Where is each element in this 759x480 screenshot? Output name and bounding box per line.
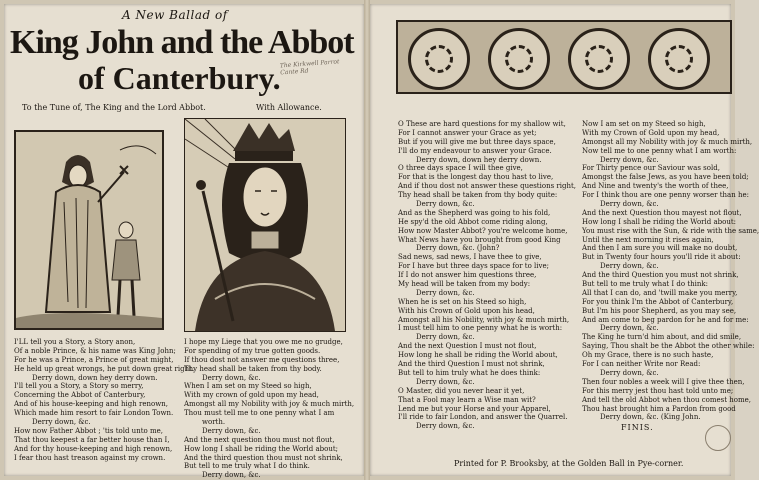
verse-line: For he was a Prince, a Prince of great might, <box>14 355 174 364</box>
verse-line: Amongst the false Jews, as you have been told; <box>582 173 749 182</box>
verse-line: Oh my Grace, there is no such haste, <box>582 351 714 360</box>
verse-line: I'LL tell you a Story, a Story anon, <box>14 338 136 346</box>
verse-line: worth. <box>202 418 226 427</box>
verse-line: O Master, did you never hear it yet, <box>398 386 525 395</box>
rosette-ornament <box>488 28 550 90</box>
verse-line: For I cannot answer your Grace as yet; <box>398 128 537 137</box>
ballad-title-line2: of Canterbury. <box>78 60 281 96</box>
verse-line: For I can neither Write nor Read: <box>582 360 701 369</box>
verse-line: Amongst all my Nobility with joy & much mirth, <box>582 137 753 146</box>
verse-line: Which made him resort to fair London Town. <box>14 409 174 418</box>
verse-line: Now I am set on my Steed so high, <box>582 120 706 128</box>
verse-line: How now Master Abbot? you're welcome home, <box>398 226 568 235</box>
verse-line: And the third Question I must not shrink, <box>398 360 545 369</box>
verse-line: With his Crown of Gold upon his head, <box>398 306 535 315</box>
refrain-line: Derry down, &c. <box>600 200 659 209</box>
finis-mark: FINIS. <box>621 423 654 432</box>
verse-line: I hope my Liege that you owe me no grudge, <box>184 338 343 346</box>
abbot-woodcut-illustration <box>16 132 162 328</box>
refrain-line: Derry down, &c. <box>416 288 475 297</box>
verse-line: My head will be taken from my body: <box>398 280 531 289</box>
verse-line: O three days space I will thee give, <box>398 164 523 173</box>
verse-line: And the next question thou must not flout, <box>184 435 335 444</box>
printer-imprint: Printed for P. Brooksby, at the Golden Ball in Pye-corner. <box>454 459 684 468</box>
verse-line: How now Father Abbot ; 'tis told unto me, <box>14 426 163 435</box>
verse-line: I'll tell you a Story, a Story so merry, <box>14 382 144 391</box>
verse-line: Thy head shall be taken from thy body. <box>184 364 322 373</box>
king-woodcut <box>184 118 346 332</box>
verse-line: I fear thou hast treason against my crown. <box>14 453 166 462</box>
verse-column-2 <box>184 338 362 480</box>
verse-line: When he is set on his Steed so high, <box>398 297 527 306</box>
verse-line: But tell to him truly what he does think: <box>398 368 541 377</box>
refrain-line: Derry down, &c. <box>600 155 659 164</box>
verse-line: Sad news, sad news, I have thee to give, <box>398 253 542 262</box>
verse-line: Saying, Thou shalt be the Abbot the other while: <box>582 342 755 351</box>
verse-line: But I'm his poor Shepherd, as you may see, <box>582 306 737 315</box>
verse-column-4 <box>582 120 759 422</box>
verse-line: Of a noble Prince, & his name was King John; <box>14 346 176 355</box>
verse-line: I must tell him to one penny what he is worth: <box>398 324 563 333</box>
verse-line: Until the next morning it rises again, <box>582 235 714 244</box>
verse-line: For that is the longest day thou hast to live, <box>398 173 554 182</box>
verse-line: With my crown of gold upon my head, <box>184 391 319 400</box>
verse-line: You must rise with the Sun, & ride with the same, <box>582 226 759 235</box>
refrain-line: Derry down, down hey derry down. <box>416 155 542 164</box>
verse-line: How long I shall be riding the World about; <box>184 444 338 453</box>
verse-line: If I do not answer him questions three, <box>398 271 537 280</box>
verse-line: And am come to beg pardon for he and for me: <box>582 315 749 324</box>
verse-line: For Thirty pence our Saviour was sold, <box>582 164 720 173</box>
refrain-line: Derry down, &c. <box>202 471 261 480</box>
verse-line: Concerning the Abbot of Canterbury, <box>14 391 146 400</box>
verse-line: Thou must tell me to one penny what I am <box>184 409 335 418</box>
refrain-line: Derry down, &c. <box>600 262 659 271</box>
refrain-line: Derry down, &c. <box>416 200 475 209</box>
verse-line: Thy head shall be taken from thy body quite: <box>398 191 558 200</box>
rosette-ornament <box>568 28 630 90</box>
handwritten-note: The Kirkwell Parrot Cante Rd <box>279 58 340 77</box>
verse-line: The King he turn'd him about, and did smile, <box>582 333 742 342</box>
verse-line: Lend me but your Horse and your Apparel, <box>398 404 551 413</box>
verse-line: When I am set on my Steed so high, <box>184 382 312 391</box>
rosette-ornament <box>408 28 470 90</box>
refrain-line: Derry down, &c. <box>600 324 659 333</box>
verse-line: And tell the old Abbot when thou comest home, <box>582 395 751 404</box>
verse-line: Amongst all his Nobility, with joy & much mirth, <box>398 315 570 324</box>
verse-line: And for thy house-keeping and high renown, <box>14 444 173 453</box>
verse-line: How long I shall be riding the World about: <box>582 217 736 226</box>
verse-line: I'll ride to fair London, and answer the Quarrel. <box>398 413 568 422</box>
verse-line: If thou dost not answer me questions three, <box>184 355 340 364</box>
verse-line: I'll do my endeavour to answer your Grace. <box>398 146 552 155</box>
refrain-line: Derry down, &c. <box>416 333 475 342</box>
verse-line: What News have you brought from good King <box>398 235 561 244</box>
verse-line: And as the Shepherd was going to his fold, <box>398 208 551 217</box>
ballad-subtitle: A New Ballad of <box>122 8 228 22</box>
ornamental-border <box>396 20 732 94</box>
verse-line: That thou keepest a far better house than I, <box>14 435 170 444</box>
verse-line: And if thou dost not answer these questions right, <box>398 182 577 191</box>
verse-line: He spy'd the old Abbot come riding along, <box>398 217 548 226</box>
verse-line: For I think thou are one penny worser than he: <box>582 191 749 200</box>
refrain-line: Derry down, down hey derry down. <box>32 373 158 382</box>
verse-line: And then I am sure you will make no doubt, <box>582 244 738 253</box>
refrain-line: Derry down, &c. <box>32 418 91 427</box>
verse-line: And the next Question I must not flout, <box>398 342 537 351</box>
verse-line: And the third question thou must not shrink, <box>184 453 343 462</box>
verse-line: And the next Question thou mayest not flout, <box>582 208 742 217</box>
verse-line: Thou hast brought him a Pardon from good <box>582 404 736 413</box>
refrain-line: Derry down, &c. <box>416 422 475 431</box>
verse-line: But tell to me truly what I do think: <box>582 280 708 289</box>
verse-line: O These are hard questions for my shallow wit, <box>398 120 566 128</box>
refrain-line: Derry down, &c. (King John. <box>600 413 701 422</box>
left-page <box>4 4 364 480</box>
tune-line: To the Tune of, The King and the Lord Abbot. <box>22 103 206 112</box>
refrain-line: Derry down, &c. <box>416 377 475 386</box>
verse-line: For spending of my true gotten goods. <box>184 346 321 355</box>
refrain-line: Derry down, &c. <box>600 368 659 377</box>
rosette-ornament <box>648 28 710 90</box>
verse-line: But if you will give me but three days space, <box>398 137 556 146</box>
verse-line: All that I can do, and 'twill make you merry, <box>582 288 738 297</box>
verse-line: For this merry jest thou hast told unto me; <box>582 386 734 395</box>
verse-line: And the third Question you must not shrink, <box>582 271 739 280</box>
refrain-line: Derry down, &c. <box>202 373 261 382</box>
verse-line: That a Fool may learn a Wise man wit? <box>398 395 536 404</box>
abbot-woodcut <box>14 130 164 330</box>
verse-line: For I have but three days space for to live; <box>398 262 549 271</box>
verse-line: And of his house-keeping and high renown, <box>14 400 168 409</box>
verse-line: But in Twenty four hours you'll ride it about: <box>582 253 741 262</box>
verse-line: Amongst all my Nobility with joy & much mirth, <box>184 400 355 409</box>
verse-line: How long he shall be riding the World about, <box>398 351 558 360</box>
verse-line: He held up great wrongs, he put down great right. <box>14 364 195 373</box>
allowance-line: With Allowance. <box>256 103 322 112</box>
refrain-line: Derry down, &c. <box>202 426 261 435</box>
king-woodcut-illustration <box>185 119 345 331</box>
refrain-line: Derry down, &c. (John? <box>416 244 500 253</box>
verse-line: And Nine and twenty's the worth of thee, <box>582 182 729 191</box>
verse-column-1 <box>14 338 195 462</box>
library-stamp <box>705 425 731 451</box>
verse-line: But tell to me truly what I do think. <box>184 462 310 471</box>
verse-line: With my Crown of Gold upon my head, <box>582 128 720 137</box>
ballad-title-line1: King John and the Abbot <box>10 24 354 61</box>
verse-line: Now tell me to one penny what I am worth: <box>582 146 737 155</box>
verse-column-3 <box>398 120 576 431</box>
verse-line: For you think I'm the Abbot of Canterbury, <box>582 297 734 306</box>
verse-line: Then four nobles a week will I give thee then, <box>582 377 745 386</box>
